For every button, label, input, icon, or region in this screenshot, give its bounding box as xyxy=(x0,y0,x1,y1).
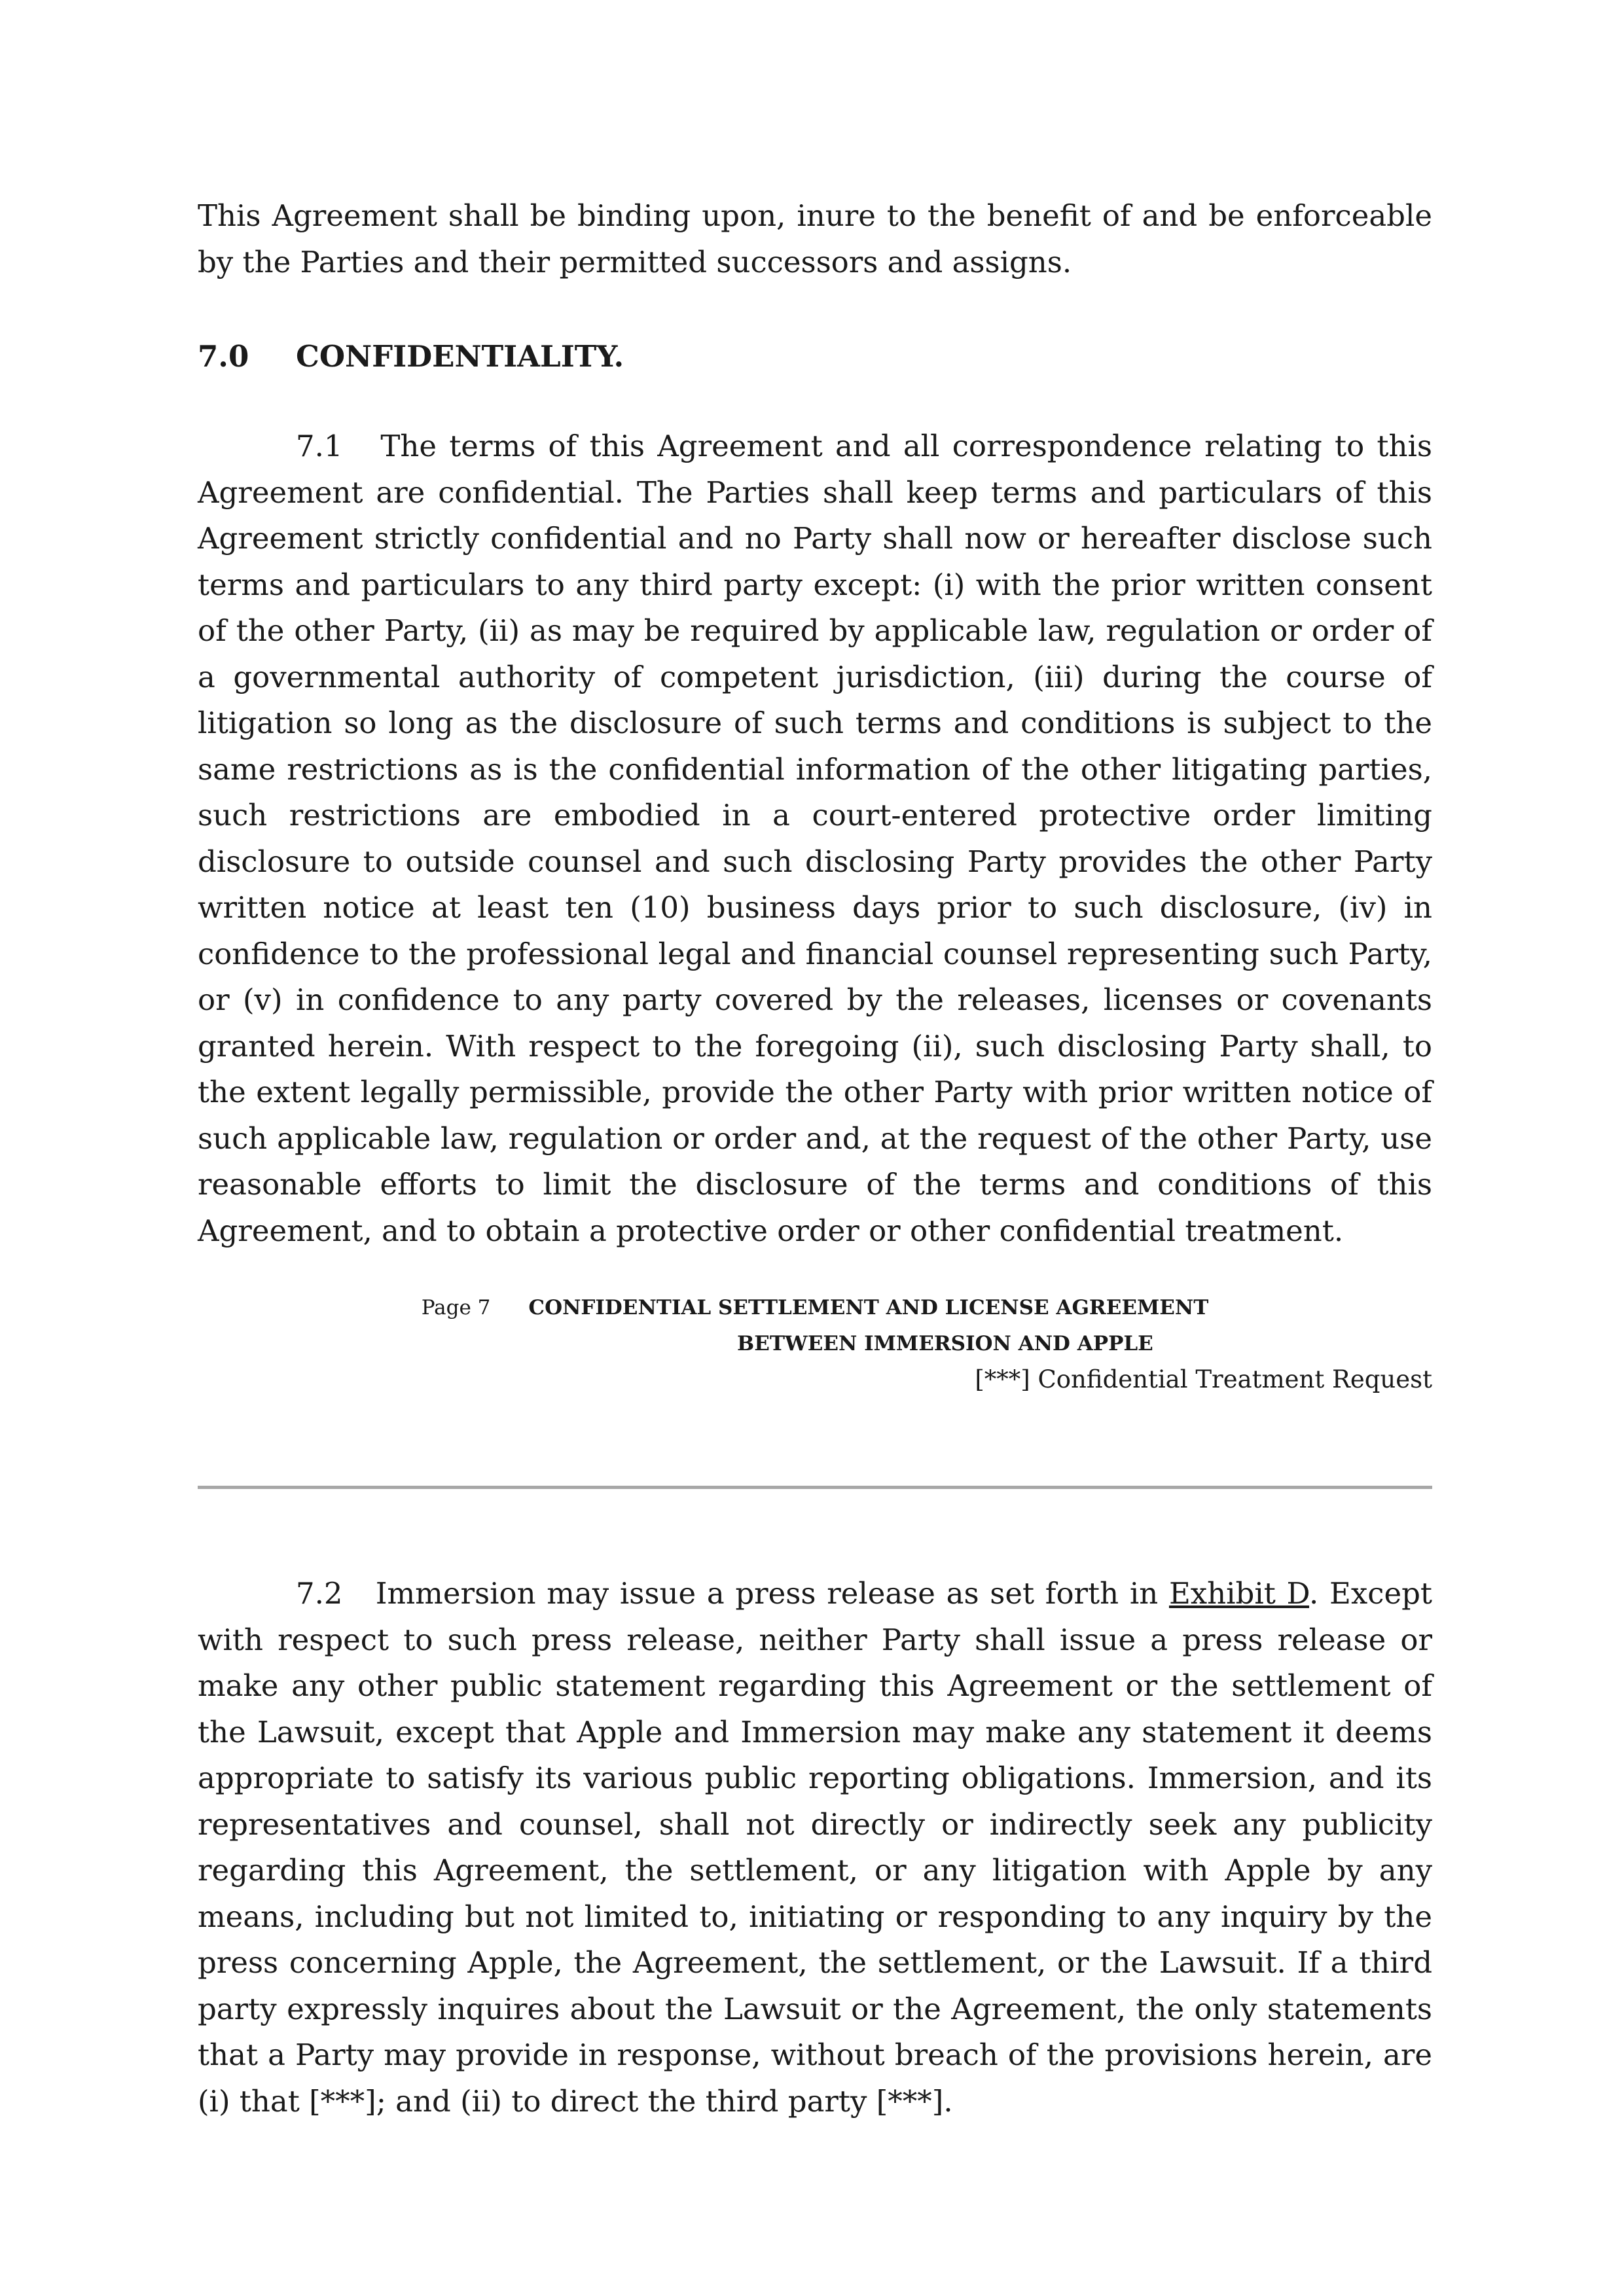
section-7-heading xyxy=(198,334,624,380)
agreement-title: CONFIDENTIAL SETTLEMENT AND LICENSE AGREEMENT xyxy=(528,1296,1209,1319)
section-7-2-text-before: Immersion may issue a press release as set forth in xyxy=(375,1576,1169,1611)
section-7-number: 7.0 xyxy=(198,339,249,374)
footer-title-line-2: BETWEEN IMMERSION AND APPLE xyxy=(737,1332,1153,1355)
section-7-1-paragraph xyxy=(198,423,1432,1254)
section-7-1-text: The terms of this Agreement and all correspondence relating to this Agreement are confidential. The Parties shall keep terms and particulars of this Agreement strictly confidential and no Party shall now or hereafter disclose such terms and particulars to any third party except: (i) with the prior written consent of the other Party, (ii) as may be required by applicable law, regulation or order of a governmental authority of competent jurisdiction, (iii) during the course of litigation so long as the disclosure of such terms and conditions is subject to the same restrictions as is the confidential information of the other litigating parties, such restrictions are embodied in a court-entered protective order limiting disclosure to outside counsel and such disclosing Party provides the other Party written notice at least ten (10) business days prior to such disclosure, (iv) in confidence to the professional legal and financial counsel representing such Party, or (v) in confidence to any party covered by the releases, licenses or covenants granted herein. With respect to the foregoing (ii), such disclosing Party shall, to the extent legally permissible, provide the other Party with prior written notice of such applicable law, regulation or order and, at the request of the other Party, use reasonable efforts to limit the disclosure of the terms and conditions of this Agreement, and to obtain a protective order or other confidential treatment. xyxy=(198,429,1432,1248)
section-7-2-paragraph xyxy=(198,1571,1432,2125)
section-7-1-number: 7.1 xyxy=(296,429,343,463)
exhibit-d-reference: Exhibit D xyxy=(1168,1576,1310,1611)
page-divider xyxy=(198,1486,1432,1489)
footer-title-line-1 xyxy=(198,1295,1432,1321)
section-7-title: CONFIDENTIALITY. xyxy=(296,339,624,374)
section-7-2-number: 7.2 xyxy=(296,1576,343,1611)
page-number: Page 7 xyxy=(421,1296,491,1319)
intro-paragraph: This Agreement shall be binding upon, inure to the benefit of and be enforceable by the Parties and their permitted successors and assigns. xyxy=(198,198,1432,279)
section-7-2-text-after: . Except with respect to such press release, neither Party shall issue a press release or make any other public statement regarding this Agreement or the settlement of the Lawsuit, except that Apple and Immersion may make any statement it deems appropriate to satisfy its various public reporting obligations. Immersion, and its representatives and counsel, shall not directly or indirectly seek any publicity regarding this Agreement, the settlement, or any litigation with Apple by any means, including but not limited to, initiating or responding to any inquiry by the press concerning Apple, the Agreement, the settlement, or the Lawsuit. If a third party expressly inquires about the Lawsuit or the Agreement, the only statements that a Party may provide in response, without breach of the provisions herein, are (i) that [***]; and (ii) to direct the third party [***]. xyxy=(198,1576,1432,2119)
confidential-treatment-note: [***] Confidential Treatment Request xyxy=(975,1365,1432,1393)
